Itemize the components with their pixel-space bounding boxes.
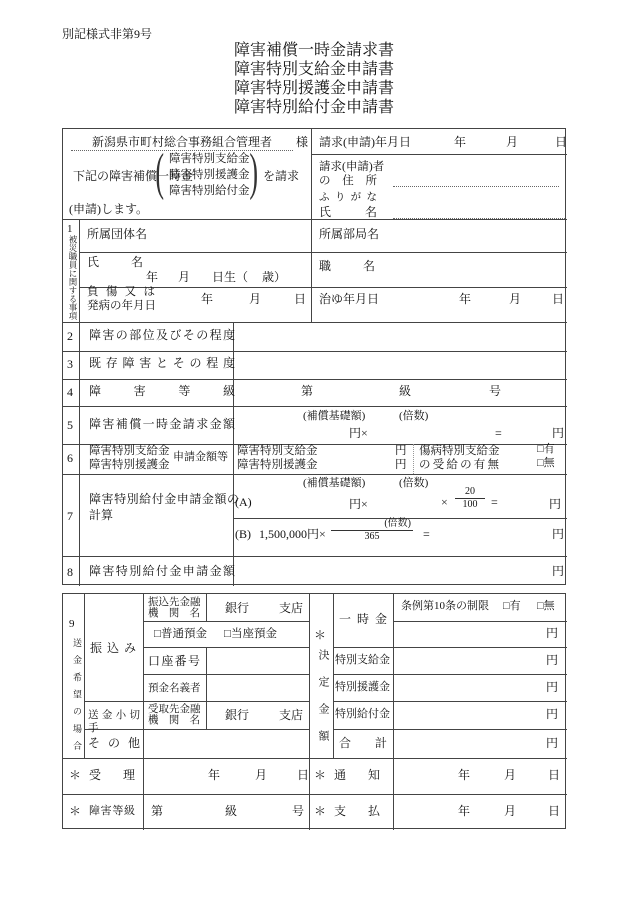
name-fill-line xyxy=(393,218,565,219)
remittance-check-label: 送金小切手 xyxy=(88,710,140,735)
decision-amount-label: 決定金額 xyxy=(317,649,329,741)
checkbox-has: □有 xyxy=(503,600,521,612)
unit-yen: 円 xyxy=(552,527,565,541)
asterisk-mark: ＊ xyxy=(69,768,82,782)
unit-yen: 円 xyxy=(546,680,559,694)
grade-kyu: 級 xyxy=(225,804,238,818)
base-amount-label: (補償基礎額) xyxy=(303,410,366,422)
row3-label: 既存障害とその程度 xyxy=(89,356,235,370)
row6-label-3: 申請金額等 xyxy=(173,451,228,463)
unit-yen: 円 xyxy=(552,426,565,440)
row8-label: 障害特別給付金申請金額 xyxy=(89,564,235,578)
bank-label: 銀行 xyxy=(225,708,250,722)
section1-title: 被災職員に関する事項 xyxy=(68,235,78,320)
age-label: 歳） xyxy=(262,270,287,284)
formula-a-label: (A) xyxy=(235,495,252,509)
address-fill-line xyxy=(393,186,559,187)
unit-month: 月 xyxy=(249,292,262,306)
divider-line xyxy=(143,647,309,648)
form-titles xyxy=(62,41,566,117)
checkbox-has: □有 xyxy=(537,443,555,455)
account-number-label: 口座番号 xyxy=(148,654,200,668)
asterisk-mark: ＊ xyxy=(314,628,327,642)
honorific: 様 xyxy=(296,135,309,149)
brace-open: ( xyxy=(155,144,164,201)
divider-line xyxy=(311,129,312,322)
divider-line xyxy=(143,594,144,830)
brace-close: ) xyxy=(249,144,258,201)
grade-kyu: 級 xyxy=(399,384,412,398)
unit-day: 日 xyxy=(548,804,561,818)
fraction-multiplier-365 xyxy=(331,518,413,542)
unit-year: 年 xyxy=(201,292,214,306)
unit-yen: 円 xyxy=(546,736,559,750)
unit-yen: 円 xyxy=(395,459,407,471)
divider-line xyxy=(206,647,207,729)
unit-yen: 円 xyxy=(552,564,565,578)
bank-name-label-2: 機関名 xyxy=(148,608,200,619)
request-intro: 下記の障害補償一時金 xyxy=(73,169,194,183)
fraction-denominator: 365 xyxy=(364,530,380,542)
divider-line xyxy=(206,594,207,621)
row5-number: 5 xyxy=(67,418,73,432)
remittance-table xyxy=(62,593,566,829)
divider-line xyxy=(143,621,309,622)
ordinance-limit-label: 条例第10条の制限 xyxy=(401,600,489,612)
unit-year: 年 xyxy=(458,768,471,782)
unit-year: 年 xyxy=(146,270,159,284)
divider-line xyxy=(333,647,567,648)
row5-label: 障害補償一時金請求金額 xyxy=(89,417,235,431)
divider-line xyxy=(63,379,567,380)
asterisk-mark: ＊ xyxy=(69,804,82,818)
divider-line xyxy=(63,406,567,407)
divider-line xyxy=(333,729,567,730)
unit-month: 月 xyxy=(255,768,268,782)
unit-day: 日 xyxy=(552,292,565,306)
transfer-label: 振込み xyxy=(90,641,136,655)
applicant-name-label: 氏 名 xyxy=(319,205,377,219)
unit-year: 年 xyxy=(458,804,471,818)
multiplier-label: (倍数) xyxy=(399,477,429,489)
row2-number: 2 xyxy=(67,329,73,343)
request-closing: (申請)します。 xyxy=(69,202,149,216)
base-amount-label: (補償基礎額) xyxy=(303,477,366,489)
bank-name-label-1: 振込先金融 xyxy=(148,597,201,608)
divider-line xyxy=(143,674,309,675)
divider-line xyxy=(79,252,567,253)
row6-number: 6 xyxy=(67,451,73,465)
other-label: その他 xyxy=(88,736,140,750)
unit-day: 日 xyxy=(294,292,307,306)
asterisk-mark: ＊ xyxy=(314,768,327,782)
divider-line xyxy=(333,594,334,758)
row4-label: 障害等級 xyxy=(89,384,235,398)
divider-line xyxy=(63,351,567,352)
unit-yen: 円 xyxy=(549,497,562,511)
employee-name-label: 氏 名 xyxy=(87,255,143,269)
multiplier-label: (倍数) xyxy=(399,410,429,422)
divider-line xyxy=(311,154,567,155)
special-benefit-label: 特別給付金 xyxy=(335,708,390,720)
fraction-numerator: 20 xyxy=(455,486,485,499)
divider-line xyxy=(393,594,394,830)
section9-title: 送金希望の場合 xyxy=(72,638,82,750)
dotted-divider-line xyxy=(413,444,414,474)
divider-line xyxy=(84,701,309,702)
yen-times: 円× xyxy=(349,426,368,440)
grade-dai: 第 xyxy=(151,804,164,818)
unit-yen: 円 xyxy=(395,445,407,457)
payment-label: 支払 xyxy=(334,804,380,818)
divider-line xyxy=(63,219,567,220)
form-title-line: 障害特別給付金申請書 xyxy=(233,99,394,116)
main-table xyxy=(62,128,566,585)
brace-item: 障害特別援護金 xyxy=(169,169,250,181)
grade-dai: 第 xyxy=(301,384,314,398)
unit-year: 年 xyxy=(208,768,221,782)
section9-number: 9 xyxy=(69,618,75,630)
heal-date-label: 治ゆ年月日 xyxy=(319,292,380,306)
request-verb: を請求 xyxy=(263,169,300,183)
birth-label: 日生（ xyxy=(212,270,249,284)
injury-label-1: 負傷又は xyxy=(87,286,155,298)
divider-line xyxy=(63,322,567,323)
divider-line xyxy=(309,594,310,830)
form-title-line: 障害特別援護金申請書 xyxy=(233,80,394,97)
branch-label: 支店 xyxy=(279,601,304,615)
checkbox-ordinary-account: □普通預金 xyxy=(154,628,207,640)
unit-day: 日 xyxy=(297,768,310,782)
sickness-benefit-label-1: 傷病特別支給金 xyxy=(419,445,500,457)
unit-yen: 円 xyxy=(546,653,559,667)
receiver-bank-label-2: 機関名 xyxy=(148,715,200,726)
checkbox-none: □無 xyxy=(537,457,555,469)
lump-sum-label: 一時金 xyxy=(339,612,387,626)
unit-year: 年 xyxy=(454,135,467,149)
row4-number: 4 xyxy=(67,385,73,399)
divider-line xyxy=(333,701,567,702)
fraction-numerator: (倍数) xyxy=(331,518,413,531)
fraction-denominator: 100 xyxy=(462,498,478,510)
unit-yen: 円 xyxy=(546,626,559,640)
injury-label-2: 発病の年月日 xyxy=(87,300,156,312)
job-label: 職 名 xyxy=(319,259,375,273)
account-holder-label: 預金名義者 xyxy=(148,683,201,694)
unit-month: 月 xyxy=(504,768,517,782)
unit-day: 日 xyxy=(555,135,568,149)
brace-item: 障害特別給付金 xyxy=(169,185,250,197)
row6-value-label-1: 障害特別支給金 xyxy=(237,445,318,457)
furigana-label: ふりがな xyxy=(319,192,377,203)
row6-value-label-2: 障害特別援護金 xyxy=(237,459,318,471)
divider-line xyxy=(63,758,567,759)
divider-line xyxy=(79,219,80,586)
unit-month: 月 xyxy=(178,270,191,284)
notice-label: 通知 xyxy=(334,768,380,782)
row6-label-1: 障害特別支給金 xyxy=(89,445,170,457)
sickness-benefit-label-2: の受給の有無 xyxy=(419,459,499,471)
row7-number: 7 xyxy=(67,509,73,523)
divider-line xyxy=(63,556,567,557)
request-date-label: 請求(申請)年月日 xyxy=(319,135,411,149)
equals-sign: = xyxy=(491,495,498,509)
grade-go: 号 xyxy=(292,804,305,818)
yen-times: 円× xyxy=(349,497,368,511)
form-title-line: 障害補償一時金請求書 xyxy=(233,42,394,59)
fraction-20-100 xyxy=(455,486,485,510)
bank-label: 銀行 xyxy=(225,601,250,615)
divider-line xyxy=(333,674,567,675)
divider-line xyxy=(393,621,567,622)
row2-label: 障害の部位及びその程度 xyxy=(89,328,235,342)
disability-grade-label: 障害等級 xyxy=(89,805,135,817)
divider-line xyxy=(63,474,567,475)
addressee: 新潟県市町村総合事務組合管理者 xyxy=(71,135,293,151)
special-payment-label: 特別支給金 xyxy=(335,654,390,666)
formula-b-amount: 1,500,000円× xyxy=(259,527,326,541)
equals-sign: = xyxy=(495,426,502,440)
form-title-line: 障害特別支給金申請書 xyxy=(233,61,394,78)
receiver-bank-label-1: 受取先金融 xyxy=(148,704,201,715)
unit-month: 月 xyxy=(504,804,517,818)
special-support-label: 特別援護金 xyxy=(335,681,390,693)
unit-day: 日 xyxy=(548,768,561,782)
total-label: 合計 xyxy=(339,736,387,750)
org-label: 所属団体名 xyxy=(87,227,148,241)
branch-label: 支店 xyxy=(279,708,304,722)
form-number: 別記様式非第9号 xyxy=(62,27,153,41)
asterisk-mark: ＊ xyxy=(314,804,327,818)
divider-line xyxy=(63,794,567,795)
grade-go: 号 xyxy=(489,384,502,398)
applicant-address-label: の 住 所 xyxy=(319,175,377,187)
unit-yen: 円 xyxy=(546,707,559,721)
dept-label: 所属部局名 xyxy=(319,227,380,241)
equals-sign: = xyxy=(423,527,430,541)
times-sign: × xyxy=(441,495,448,509)
checkbox-none: □無 xyxy=(537,600,555,612)
unit-month: 月 xyxy=(506,135,519,149)
formula-b-label: (B) xyxy=(235,527,251,541)
unit-year: 年 xyxy=(459,292,472,306)
acceptance-label: 受理 xyxy=(89,768,135,782)
row3-number: 3 xyxy=(67,357,73,371)
divider-line xyxy=(84,594,85,758)
applicant-label: 請求(申請)者 xyxy=(319,161,385,173)
unit-month: 月 xyxy=(509,292,522,306)
brace-item: 障害特別支給金 xyxy=(169,153,250,165)
section1-number: 1 xyxy=(67,223,73,235)
row6-label-2: 障害特別援護金 xyxy=(89,459,170,471)
row7-label: 障害特別給付金申請金額の計算 xyxy=(89,492,239,522)
row8-number: 8 xyxy=(67,565,73,579)
checkbox-current-account: □当座預金 xyxy=(224,628,277,640)
